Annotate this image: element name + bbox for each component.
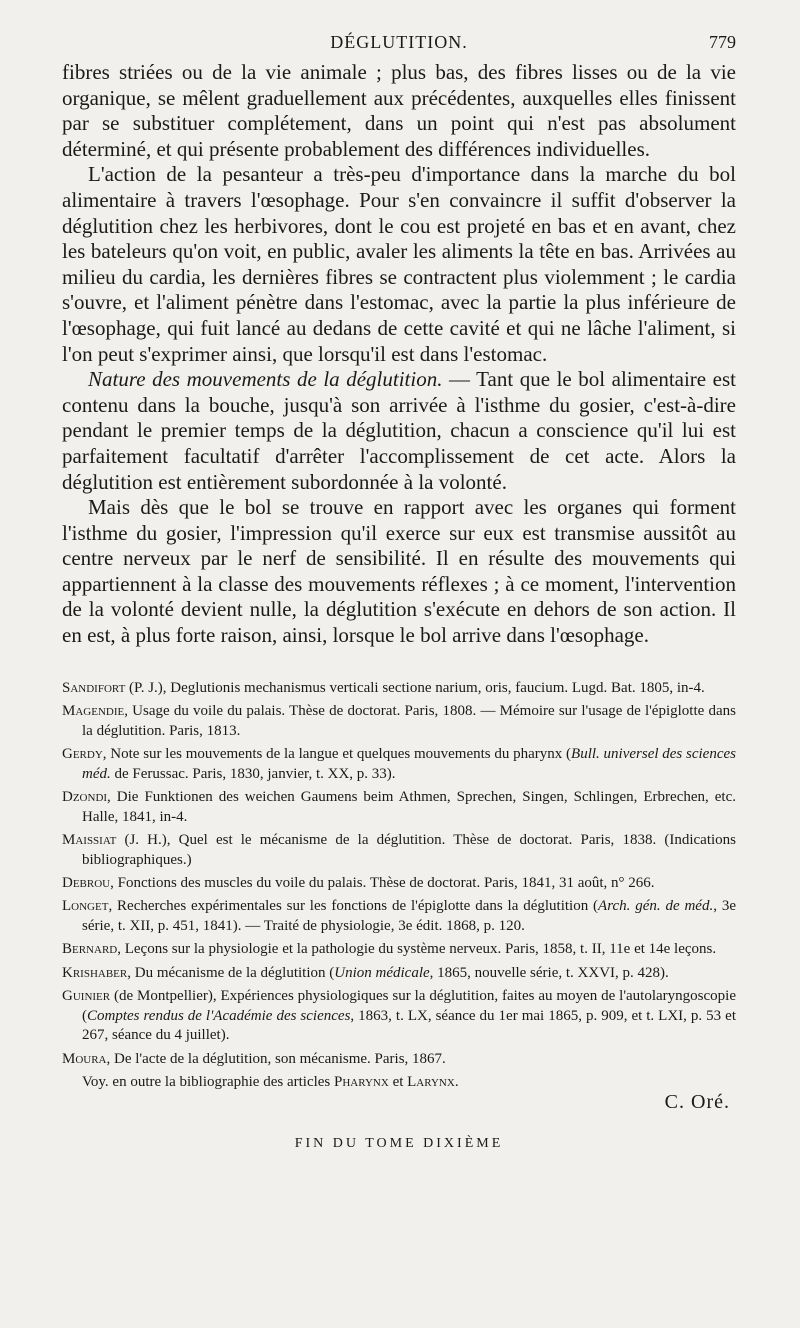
section-heading: Nature des mouvements de la déglutition.	[88, 367, 443, 392]
author-signature: C. Oré.	[664, 1090, 730, 1113]
page-number: 779	[709, 32, 736, 52]
bibliography-entry	[62, 987, 736, 1046]
see-also-term: Larynx	[407, 1074, 455, 1091]
paragraph	[62, 367, 736, 495]
bib-author: Krishaber	[62, 964, 128, 981]
bib-author: Debrou	[62, 874, 111, 891]
bibliography-entry	[62, 745, 736, 784]
bib-source-title: Bull. universel des sciences méd.	[82, 746, 736, 782]
bib-text: , Recherches expérimentales sur les fonctions de l'épiglotte dans la déglutition (	[108, 898, 599, 915]
bibliography-entry	[62, 831, 736, 870]
bib-source-title: Arch. gén. de méd.	[598, 898, 714, 915]
bibliography-entry	[62, 897, 736, 936]
bibliography-entry	[62, 702, 736, 741]
bib-text: , Die Funktionen des weichen Gaumens beim Athmen, Sprechen, Singen, Schlingen, Erbrechen, etc. Halle, 1841, in-4.	[82, 789, 736, 825]
bib-author: Magendie	[62, 703, 125, 720]
bib-author: Bernard	[62, 941, 118, 958]
paragraph-text: — Tant que le bol alimentaire est contenu dans la bouche, jusqu'à son arrivée à l'isthme du gosier, c'est-à-dire pendant le premier temps de la déglutition, chacun a conscience qu'il lui est parfaitement facultatif d'arrêter l'accomplissement de cet acte. Alors la déglutition est entièrement subordonnée à la volonté.	[62, 367, 736, 494]
bibliography-entry	[62, 679, 736, 699]
bib-text: de Ferussac. Paris, 1830, janvier, t. XX, p. 33).	[110, 765, 396, 782]
bib-author: Guinier	[62, 988, 111, 1005]
bib-text: , Fonctions des muscles du voile du palais. Thèse de doctorat. Paris, 1841, 31 août, n° 266.	[110, 874, 655, 891]
body-text	[62, 60, 736, 649]
bibliography-entry	[62, 940, 736, 960]
see-also-end: .	[454, 1074, 459, 1091]
see-also-term: Pharynx	[334, 1074, 389, 1091]
bib-source-title: Comptes rendus de l'Académie des sciences	[87, 1007, 351, 1024]
bibliography-entry	[62, 964, 736, 984]
bib-text: , 1865, nouvelle série, t. XXVI, p. 428).	[429, 964, 669, 981]
bib-text: , Usage du voile du palais. Thèse de doctorat. Paris, 1808. — Mémoire sur l'usage de l'épiglotte dans la déglutition. Paris, 1813.	[82, 703, 736, 739]
bib-text: , 3e série, t. XII, p. 451, 1841). — Traité de physiologie, 3e édit. 1868, p. 120.	[82, 898, 736, 934]
bibliography-entry	[62, 1050, 736, 1070]
bib-author: Moura	[62, 1050, 107, 1067]
see-also-lead: Voy. en outre la bibliographie des articles	[82, 1074, 335, 1091]
bibliography	[62, 679, 736, 1070]
bib-text: (de Montpellier), Expériences physiologiques sur la déglutition, faites au moyen de l'autolaryngoscopie (	[82, 988, 736, 1024]
bib-author: Gerdy	[62, 746, 103, 763]
bib-author: Maissiat	[62, 832, 117, 848]
paragraph: Mais dès que le bol se trouve en rapport avec les organes qui forment l'isthme du gosier, l'impression qu'il exerce sur eux est transmise aussitôt au centre nerveux par le nerf de sensibilité. Il en résulte des mouvements qui appartiennent à la classe des mouvements réflexes ; à ce moment, l'intervention de la volonté devient nulle, la déglutition s'exécute en dehors de son action. Il en est, à plus forte raison, ainsi, lorsque le bol arrive dans l'œsophage.	[62, 495, 736, 648]
bib-author: Longet	[62, 898, 109, 915]
running-title: DÉGLUTITION.	[330, 32, 468, 52]
bib-author: Sandifort	[62, 679, 126, 696]
bibliography-entry	[62, 788, 736, 827]
see-also-join: et	[388, 1074, 408, 1091]
bib-text: , Note sur les mouvements de la langue et quelques mouvements du pharynx (	[102, 746, 572, 763]
paragraph: L'action de la pesanteur a très-peu d'importance dans la marche du bol alimentaire à travers l'œsophage. Pour s'en convaincre il suffit d'observer la déglutition chez les herbivores, dont le cou est projeté en bas et en avant, chez les bateleurs qu'on voit, en public, avaler les aliments la tête en bas. Arrivées au milieu du cardia, les dernières fibres se contractent plus violemment ; le cardia s'ouvre, et l'aliment pénètre dans l'estomac, avec la partie la plus inférieure de l'œsophage, qui fuit lancé au dedans de cette cavité et qui ne lâche l'aliment, si l'on peut s'exprimer ainsi, que lorsqu'il est dans l'estomac.	[62, 162, 736, 366]
bib-source-title: Union médicale	[334, 964, 430, 981]
bib-text: (J. H.), Quel est le mécanisme de la déglutition. Thèse de doctorat. Paris, 1838. (Indications bibliographiques.)	[82, 832, 736, 868]
bib-text: , De l'acte de la déglutition, son mécanisme. Paris, 1867.	[106, 1050, 446, 1067]
bib-text: , Du mécanisme de la déglutition (	[127, 964, 335, 981]
bib-text: , 1863, t. LX, séance du 1er mai 1865, p. 909, et t. LXI, p. 53 et 267, séance du 4 juillet).	[82, 1007, 736, 1044]
bib-text: (P. J.), Deglutionis mechanismus verticali sectione narium, oris, faucium. Lugd. Bat. 1805, in-4.	[125, 679, 705, 696]
paragraph: fibres striées ou de la vie animale ; plus bas, des fibres lisses ou de la vie organique, se mêlent graduellement aux précédentes, auxquelles elles finissent par se substituer complétement, dans un point qui n'est pas absolument déterminé, et qui présente probablement des différences individuelles.	[62, 60, 736, 161]
bib-text: , Leçons sur la physiologie et la pathologie du système nerveux. Paris, 1858, t. II, 11e et 14e leçons.	[117, 941, 717, 958]
end-of-volume-note: FIN DU TOME DIXIÈME	[294, 1135, 504, 1151]
bibliography-entry	[62, 874, 736, 894]
bib-author: Dzondi	[62, 789, 108, 806]
running-head	[62, 24, 736, 60]
